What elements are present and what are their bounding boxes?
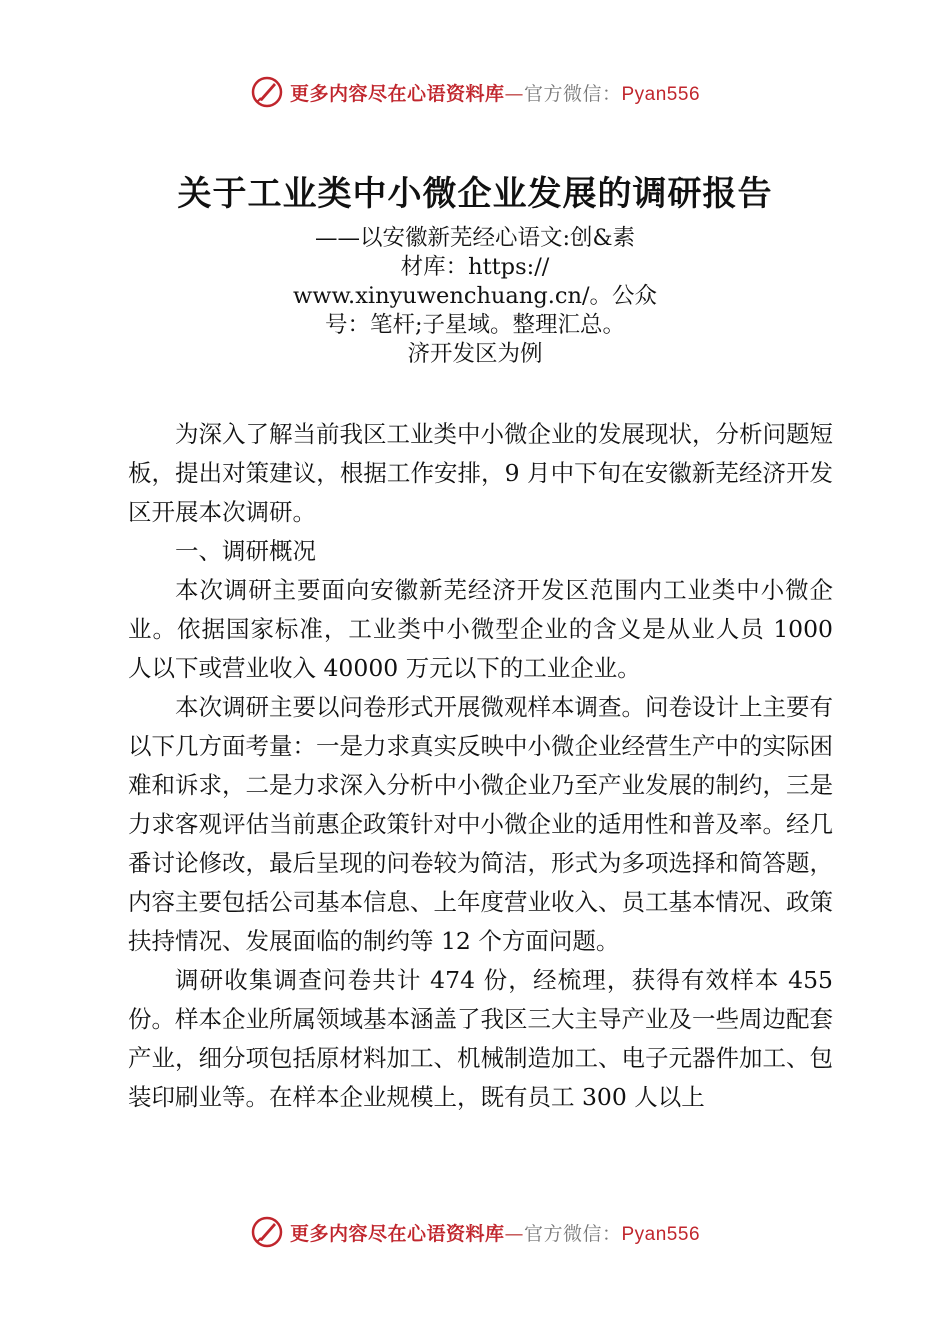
banner-wechat-id: Pyan556 [621,83,701,105]
subtitle [0,224,950,369]
paragraph: 本次调研主要以问卷形式开展微观样本调查。问卷设计上主要有以下几方面考量：一是力求真实反映中小微企业经营生产中的实际困难和诉求，二是力求深入分析中小微企业乃至产业发展的制约，三是力求客观评估当前惠企政策针对中小微企业的适用性和普及率。经几番讨论修改，最后呈现的问卷较为简洁，形式为多项选择和简答题，内容主要包括公司基本信息、上年度营业收入、员工基本情况、政策扶持情况、发展面临的制约等 12 个方面问题。 [128,693,833,955]
section-heading: 一、调研概况 [175,537,316,565]
subtitle-line: www.xinyuwenchuang.cn/。公众 [292,283,658,309]
banner-text [290,1219,700,1246]
page-title: 关于工业类中小微企业发展的调研报告 [177,174,773,214]
banner-text [290,79,700,106]
paragraph: 调研收集调查问卷共计 474 份，经梳理，获得有效样本 455 份。样本企业所属领域基本涵盖了我区三大主导产业及一些周边配套产业，细分项包括原材料加工、机械制造加工、电子元器件加工、包装印刷业等。在样本企业规模上，既有员工 300 人以上 [128,966,833,1111]
banner-main-text: 更多内容尽在心语资料库 [289,82,505,105]
document-body [128,415,833,1117]
subtitle-line: 材库：https:// [400,254,550,280]
banner-wechat-id: Pyan556 [621,1223,701,1245]
banner-wechat-label: 官方微信： [523,82,622,105]
subtitle-line: 济开发区为例 [407,341,543,367]
subtitle-line: ——以安徽新芜经心语文:创&素 [314,225,636,251]
banner-dash: — [504,1222,524,1245]
banner-dash: — [504,82,524,105]
banner-wechat-label: 官方微信： [523,1222,622,1245]
footer-banner [0,1212,950,1252]
banner-main-text: 更多内容尽在心语资料库 [289,1222,505,1245]
quill-logo-icon [250,75,284,109]
paragraph: 为深入了解当前我区工业类中小微企业的发展现状，分析问题短板，提出对策建议，根据工作安排，9 月中下旬在安徽新芜经济开发区开展本次调研。 [128,420,833,526]
paragraph: 本次调研主要面向安徽新芜经济开发区范围内工业类中小微企业。依据国家标准，工业类中小微型企业的含义是从业人员 1000 人以下或营业收入 40000 万元以下的工业企业。 [128,576,833,682]
quill-logo-icon [250,1215,284,1249]
subtitle-line: 号：笔杆;子星域。整理汇总。 [324,312,626,338]
header-banner [0,72,950,112]
